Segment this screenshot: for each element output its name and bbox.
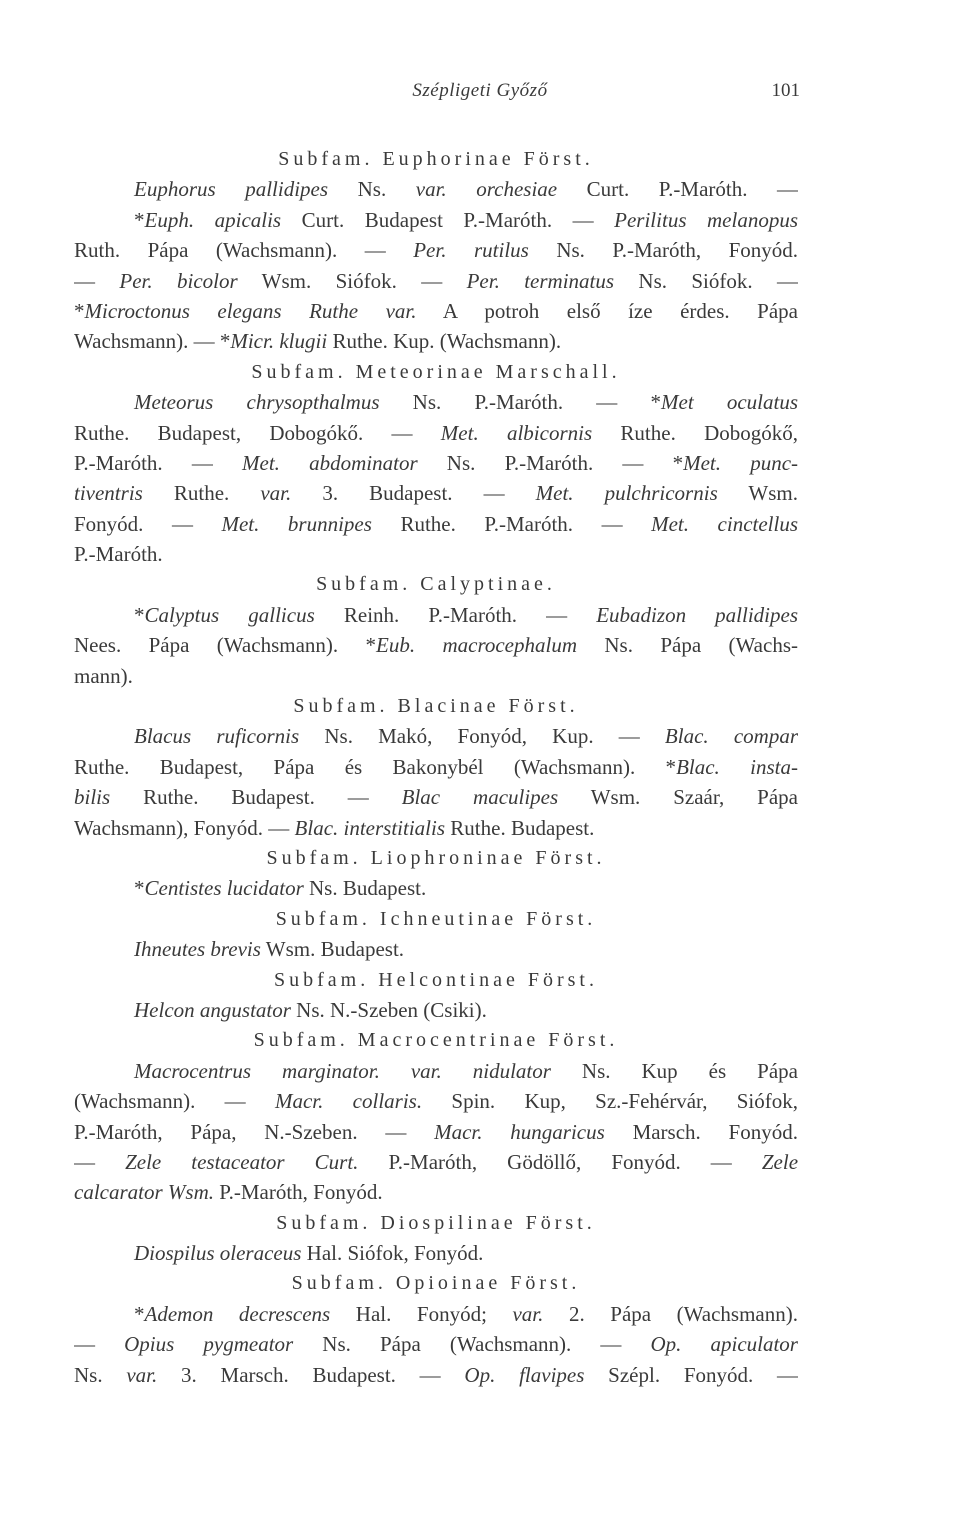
subfamily-heading: Subfam. Helcontinae Först. — [274, 968, 598, 991]
text-line: Ruthe. Budapest, Dobogókő. — Met. albicornis Ruthe. Dobogókő, — [74, 420, 798, 445]
text-line: tiventris Ruthe. var. 3. Budapest. — Met. pulchricornis Wsm. — [74, 481, 798, 506]
text-line: Wachsmann), Fonyód. — Blac. interstitialis Ruthe. Budapest. — [74, 815, 595, 840]
text-line: P.-Maróth. — Met. abdominator Ns. P.-Maróth. — *Met. punc- — [74, 450, 798, 475]
text-line: *Calyptus gallicus Reinh. P.-Maróth. — Eubadizon pallidipes — [134, 602, 798, 627]
text-line: (Wachsmann). — Macr. collaris. Spin. Kup, Sz.-Fehérvár, Siófok, — [74, 1089, 798, 1114]
text-line: *Centistes lucidator Ns. Budapest. — [134, 876, 427, 901]
text-line: Ns. var. 3. Marsch. Budapest. — Op. flavipes Szépl. Fonyód. — — [74, 1362, 798, 1387]
text-line: mann). — [74, 663, 133, 688]
text-line: — Opius pygmeator Ns. Pápa (Wachsmann). — Op. apiculator — [74, 1332, 798, 1357]
text-line: — Zele testaceator Curt. P.-Maróth, Gödöllő, Fonyód. — Zele — [74, 1149, 798, 1174]
text-line: P.-Maróth. — [74, 542, 163, 567]
text-line: *Ademon decrescens Hal. Fonyód; var. 2. Pápa (Wachsmann). — [134, 1301, 798, 1326]
subfamily-heading: Subfam. Calyptinae. — [316, 573, 556, 596]
subfamily-heading: Subfam. Liophroninae Först. — [266, 846, 606, 869]
text-line: — Per. bicolor Wsm. Siófok. — Per. terminatus Ns. Siófok. — — [74, 268, 798, 293]
text-line: bilis Ruthe. Budapest. — Blac maculipes Wsm. Szaár, Pápa — [74, 785, 798, 810]
text-line: *Microctonus elegans Ruthe var. A potroh első íze érdes. Pápa — [74, 298, 798, 323]
text-line: Helcon angustator Ns. N.-Szeben (Csiki). — [134, 997, 487, 1022]
text-line: Ihneutes brevis Wsm. Budapest. — [134, 937, 405, 962]
text-line: *Euph. apicalis Curt. Budapest P.-Maróth. — Perilitus melanopus — [134, 207, 798, 232]
subfamily-heading: Subfam. Meteorinae Marschall. — [251, 360, 621, 383]
text-line: Euphorus pallidipes Ns. var. orchesiae Curt. P.-Maróth. — — [134, 177, 798, 202]
subfamily-heading: Subfam. Diospilinae Först. — [276, 1211, 596, 1234]
text-line: Meteorus chrysopthalmus Ns. P.-Maróth. — *Met oculatus — [134, 390, 798, 415]
subfamily-heading: Subfam. Blacinae Först. — [293, 695, 579, 718]
subfamily-heading: Subfam. Opioinae Först. — [291, 1272, 581, 1295]
text-line: P.-Maróth, Pápa, N.-Szeben. — Macr. hungaricus Marsch. Fonyód. — [74, 1119, 798, 1144]
subfamily-heading: Subfam. Euphorinae Först. — [278, 148, 594, 170]
text-line: calcarator Wsm. P.-Maróth, Fonyód. — [74, 1180, 383, 1205]
subfamily-heading: Subfam. Macrocentrinae Först. — [253, 1029, 619, 1052]
subfamily-heading: Subfam. Ichneutinae Först. — [275, 907, 597, 930]
text-line: Diospilus oleraceus Hal. Siófok, Fonyód. — [134, 1241, 484, 1266]
text-line: Wachsmann). — *Micr. klugii Ruthe. Kup. (Wachsmann). — [74, 329, 562, 354]
text-line: Ruth. Pápa (Wachsmann). — Per. rutilus Ns. P.-Maróth, Fonyód. — [74, 238, 798, 263]
document-body — [74, 144, 798, 1390]
text-line: Fonyód. — Met. brunnipes Ruthe. P.-Maróth. — Met. cinctellus — [74, 511, 798, 536]
text-line: Blacus ruficornis Ns. Makó, Fonyód, Kup. — Blac. compar — [134, 724, 798, 749]
page-number: 101 — [771, 80, 800, 101]
text-line: Nees. Pápa (Wachsmann). *Eub. macrocephalum Ns. Pápa (Wachs- — [74, 633, 798, 658]
running-header-author: Szépligeti Győző — [412, 80, 548, 101]
text-line: Macrocentrus marginator. var. nidulator Ns. Kup és Pápa — [134, 1058, 798, 1083]
text-line: Ruthe. Budapest, Pápa és Bakonybél (Wachsmann). *Blac. insta- — [74, 754, 798, 779]
